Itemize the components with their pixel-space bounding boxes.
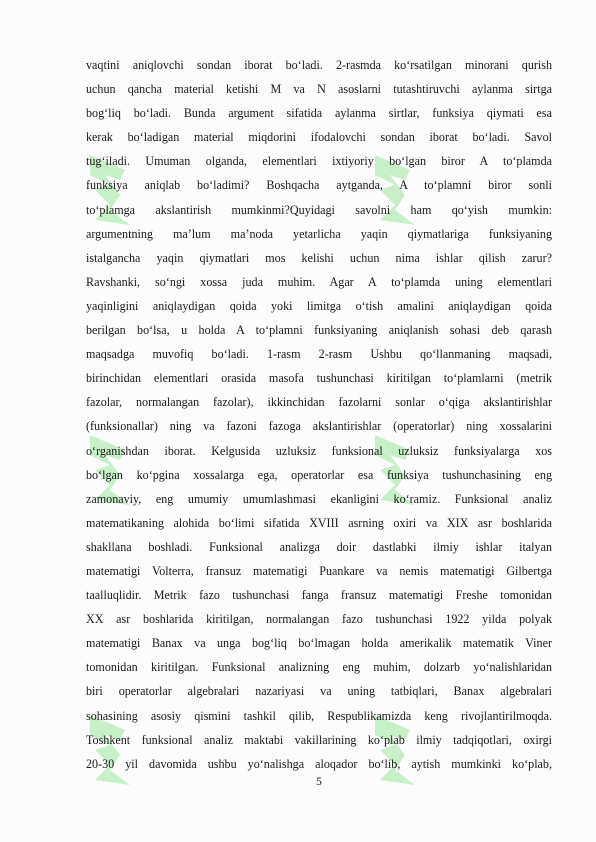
text-line: o‘rganishdan iborat. Kelgusida uzluksiz funksional uzluksiz funksiyalarga xos <box>86 443 552 458</box>
text-line: (funksionallar) ning va fazoni fazoga akslantirishlar (operatorlar) ning xossalarini <box>86 419 552 434</box>
text-line: funksiya aniqlab bo‘ladimi? Boshqacha aytganda, A to‘plamni biror sonli <box>86 178 552 193</box>
text-line: bo‘lgan ko‘pgina xossalarga ega, operatorlar esa funksiya tushunchasining eng <box>86 467 552 482</box>
page-number: 5 <box>316 776 322 788</box>
text-line: Ravshanki, so‘ngi xossa juda muhim. Agar A to‘plamda uning elementlari <box>86 274 552 289</box>
text-line: zamonaviy, eng umumiy umumlashmasi ekanligini ko‘ramiz. Funksional analiz <box>86 491 552 506</box>
text-line: argumentning ma’lum ma’noda yetarlicha yaqin qiymatlariga funksiyaning <box>86 226 552 241</box>
text-line: matematikaning alohida bo‘limi sifatida XVIII asrning oxiri va XIX asr boshlarida <box>86 515 552 530</box>
text-line: maqsadga muvofiq bo‘ladi. 1-rasm 2-rasm Ushbu qo‘llanmaning maqsadi, <box>86 347 552 362</box>
text-line: istalgancha yaqin qiymatlari mos kelishi uchun nima ishlar qilish zarur? <box>86 250 552 265</box>
text-line: fazolar, normalangan fazolar), ikkinchidan fazolarni sonlar o‘qiga akslantirishlar <box>86 395 552 410</box>
text-line: biri operatorlar algebralari nazariyasi va uning tatbiqlari, Banax algebralari <box>86 684 552 699</box>
text-line: tug‘iladi. Umuman olganda, elementlari ixtiyoriy bo‘lgan biror A to‘plamda <box>86 154 552 169</box>
text-line: taalluqlidir. Metrik fazo tushunchasi fanga fransuz matematigi Freshe tomonidan <box>86 588 552 603</box>
text-line: uchun qancha material ketishi M va N asoslarni tutashtiruvchi aylanma sirtga <box>86 82 552 97</box>
text-line: matematigi Banax va unga bog‘liq bo‘lmagan holda amerikalik matematik Viner <box>86 636 552 651</box>
text-line: tomonidan kiritilgan. Funksional analizning eng muhim, dolzarb yo‘nalishlaridan <box>86 660 552 675</box>
text-line: vaqtini aniqlovchi sondan iborat bo‘ladi. 2-rasmda ko‘rsatilgan minorani qurish <box>86 58 552 72</box>
text-line: bog‘liq bo‘ladi. Bunda argument sifatida aylanma sirtlar, funksiya qiymati esa <box>86 106 552 121</box>
text-line: to‘plamga akslantirish mumkinmi?Quyidagi savolni ham qo‘yish mumkin: <box>86 202 552 217</box>
text-line: sohasining asosiy qismini tashkil qilib, Respublikamizda keng rivojlantirilmoqda. <box>86 708 552 723</box>
text-line: birinchidan elementlari orasida masofa tushunchasi kiritilgan to‘plamlarni (metrik <box>86 371 552 386</box>
body-paragraph <box>86 53 552 776</box>
text-line: XX asr boshlarida kiritilgan, normalangan fazo tushunchasi 1922 yilda polyak <box>86 612 552 627</box>
text-line: Toshkent funksional analiz maktabi vakillarining ko‘plab ilmiy tadqiqotlari, oxirgi <box>86 732 552 747</box>
text-line: shakllana boshladi. Funksional analizga doir dastlabki ilmiy ishlar italyan <box>86 539 552 554</box>
text-line: berilgan bo‘lsa, u holda A to‘plamni funksiyaning aniqlanish sohasi deb qarash <box>86 323 552 338</box>
text-line: 20-30 yil davomida ushbu yo‘nalishga aloqador bo‘lib, aytish mumkinki ko‘plab, <box>86 756 552 771</box>
text-line: kerak bo‘ladigan material miqdorini ifodalovchi sondan iborat bo‘ladi. Savol <box>86 130 552 145</box>
text-line: yaqinligini aniqlaydigan qoida yoki limitga o‘tish amalini aniqlaydigan qoida <box>86 298 552 313</box>
text-line: matematigi Volterra, fransuz matematigi Puankare va nemis matematigi Gilbertga <box>86 563 552 578</box>
